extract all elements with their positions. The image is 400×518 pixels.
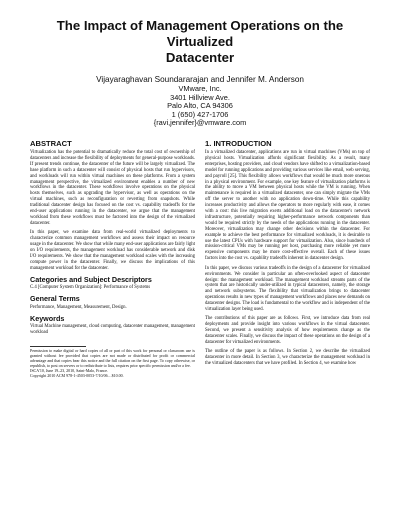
introduction-paragraph-2: In this paper, we discuss various tradeoffs in the design of a datacenter for virtualized environments. We consider in particular an often-overlooked aspect of datacenter design: the management workload. The management workload streams parts of the system that are historically under-utilized in typical datacenters, namely, the storage and network subsystems. The flexibility that virtualization brings to datacenter operations results in new types of management workflows and places new demands on datacenter designs. The load is fundamental to the workflow and is independent of the virtualization layer being used. [205, 265, 370, 313]
author-city: Palo Alto, CA 94306 [167, 101, 233, 111]
author-street: 3401 Hillview Ave. [170, 92, 230, 102]
title-line-1: The Impact of Management Operations on the Virtualized [56, 18, 344, 49]
author-org: VMware, Inc. [178, 84, 222, 93]
introduction-paragraph-3: The contributions of this paper are as follows. First, we introduce data from real deployments and provide insight into various workflows in the virtual datacenter. Second, we present a sensitivity analysis of how requirements change as the datacenter scales. Finally, we discuss the impact of these operations on the design of a datacenter for virtualized environments. [205, 316, 370, 346]
copyright-notice: Copyright 2010 ACM 978-1-4503-0053-7/10/06…$10.00. [30, 372, 124, 378]
abstract-heading: ABSTRACT [30, 138, 72, 148]
introduction-paragraph-4: The outline of the paper is as follows. In Section 2, we describe the virtualized datacenter in more detail. In Section 3, we characterize the management workload in the virtualized datacenters that we have profiled. In Section 4, we examine how [205, 349, 370, 367]
left-column [30, 139, 195, 378]
keywords-heading: Keywords [30, 313, 65, 323]
title-line-2: Datacenter [165, 50, 235, 65]
metadata-block [30, 276, 195, 336]
right-column [205, 139, 370, 378]
copyright-divider [30, 346, 86, 347]
author-email: {ravi,jennifer}@vmware.com [153, 118, 247, 128]
copyright-block [30, 349, 195, 378]
author-names: Vijayaraghavan Soundararajan and Jennifer M. Anderson [96, 75, 304, 84]
terms-heading: General Terms [30, 294, 80, 304]
categories-heading: Categories and Subject Descriptors [30, 274, 152, 284]
two-column-body [30, 139, 370, 378]
keywords-text: Virtual Machine management, cloud computing, datacenter management, management workload [30, 324, 195, 336]
abstract-paragraph-1: Virtualization has the potential to dramatically reduce the total cost of ownership of datacenters and increase the flexibility of deployments for general-purpose workloads. If present trends continue, the datacenter of the future will be largely virtualized. The base platform in such a datacenter will consist of physical hosts that run hypervisors, and workloads will run within virtual machines on these platforms. From a system management perspective, the virtualized environment enables a number of new workflows in the datacenter. These workflows involve operations on the physical hosts themselves, such as upgrading the hypervisor, as well as operations on the virtual machines, such as reconfiguration or reverting from snapshots. While traditional datacenter design has focused on the cost vs. capability tradeoffs for the end-user applications running in the datacenter, we argue that the management workload from these workflows must be factored into the design of the virtualized datacenter. [30, 149, 195, 226]
author-phone: 1 (650) 427-1706 [171, 109, 229, 119]
author-block [30, 75, 370, 128]
paper-title [30, 18, 370, 66]
introduction-heading: 1. INTRODUCTION [205, 138, 272, 148]
introduction-paragraph-1: In a virtualized datacenter, applications are run in virtual machines (VMs) on top of physical hosts. Virtualization affords significant flexibility. As a result, many enterprises, hosting providers, and cloud vendors have shifted to a virtualization-based model for running applications and providing various services like email, web serving, and payroll [25]. This flexibility allows workflows that would be much more onerous in a physical environment. For example, one key feature of virtualization platforms is the ability to move a VM between physical hosts while the VM is running. When maintenance is required in a virtualized datacenter, one can simply migrate the VMs off the server to another with no application down-time. While this capability increases productivity and allows the operators to more regularly with ease, it comes with a cost: this live migration exerts additional load on the datacenter's network infrastructure, potentially requiring higher-performance network components than would be required strictly by the needs of the applications running in the datacenter. Moreover, virtualization may change other decisions within the datacenter. For example to achieve the best performance for virtualized workloads, it is desirable to use the latest CPUs with hardware support for virtualization. Also, since hundreds of mission-critical VMs may be running per host, purchasing more reliable yet more expensive components may be more cost-effective overall. Each of these issues factors into the cost vs. capability tradeoffs inherent in datacenter design. [205, 149, 370, 262]
copyright-permission: Permission to make digital or hard copies of all or part of this work for personal or classroom use is granted without fee provided that copies are not made or distributed for profit or commercial advantage and that copies bear this notice and the full citation on the first page. To copy otherwise, or republish, to post on servers or to redistribute to lists, requires prior specific permission and/or a fee. [30, 348, 195, 368]
terms-text: Performance, Management, Measurement, Design. [30, 304, 127, 310]
abstract-paragraph-2: In this paper, we examine data from real-world virtualized deployments to characterize common management workflows and assess their impact on resource usage in the datacenter. We show that while many end-user applications are fairly light on I/O requirements, the management workload has considerable network and disk I/O requirements. We show that the management workload scales with the increasing compute power in the datacenter. Finally, we discuss the implications of this management workload for the datacenter. [30, 230, 195, 271]
copyright-venue: ISCA'10, June 19–23, 2010, Saint-Malo, France. [30, 367, 109, 373]
categories-text: C.4 [Computer System Organization]: Performance of Systems [30, 285, 151, 291]
